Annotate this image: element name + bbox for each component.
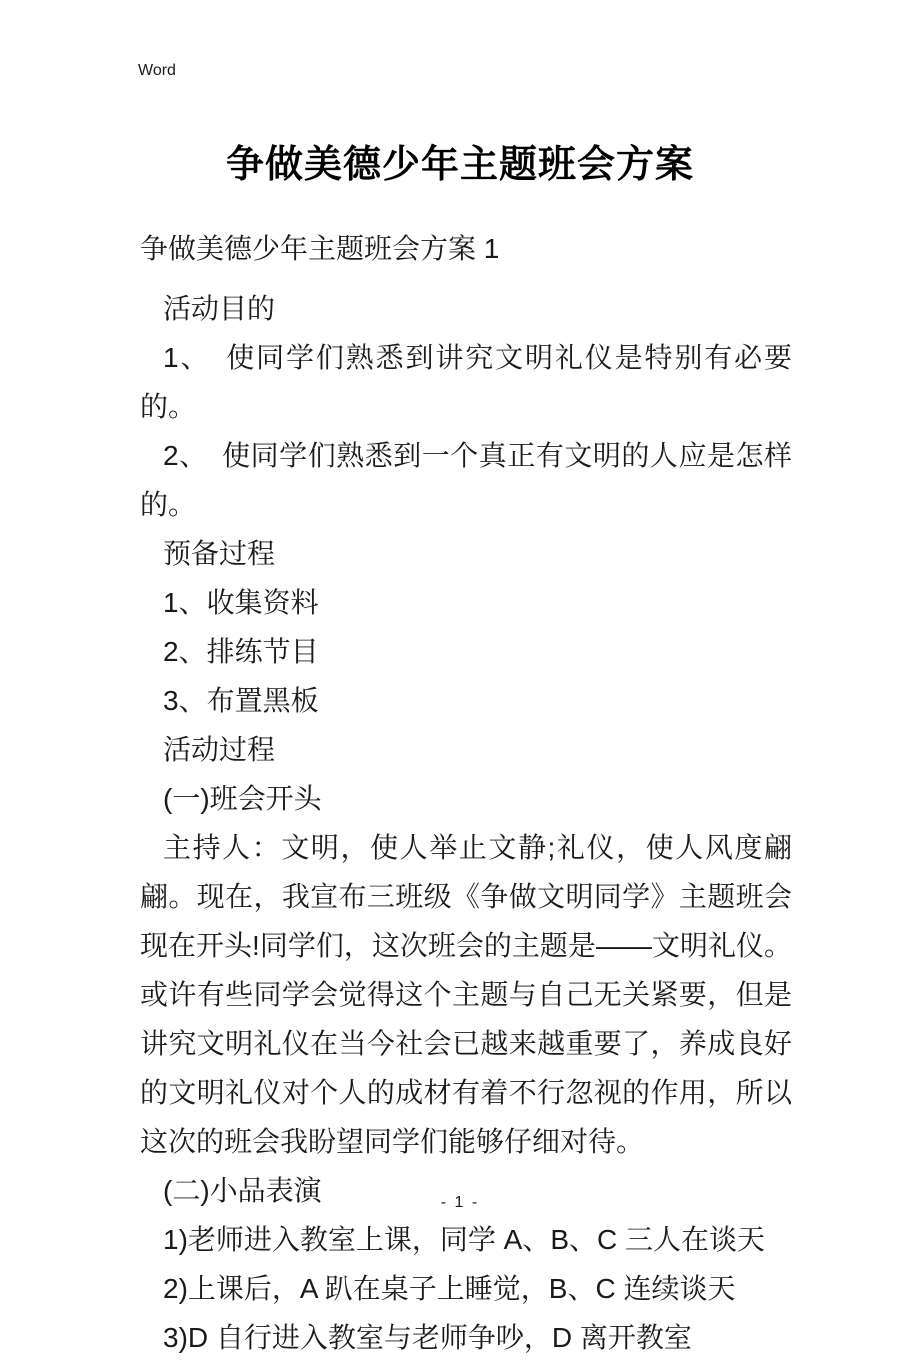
app-label: Word xyxy=(138,62,176,79)
paragraph-heading: 争做美德少年主题班会方案 1 xyxy=(140,233,500,264)
paragraph-list-item: 1)老师进入教室上课，同学 A、B、C 三人在谈天 xyxy=(163,1224,766,1255)
paragraph-list-item: 3)D 自行进入教室与老师争吵，D 离开教室 xyxy=(163,1322,692,1353)
paragraph-list-item: 1、收集资料 xyxy=(163,587,319,618)
paragraph-list-item: 2、排练节目 xyxy=(163,636,319,667)
page-number: - 1 - xyxy=(440,1194,480,1211)
paragraph-list-item: 1、 使同学们熟悉到讲究文明礼仪是特别有必要的。 xyxy=(140,342,792,422)
paragraph-section-title: 活动过程 xyxy=(163,734,276,765)
paragraph-list-item: 2)上课后，A 趴在桌子上睡觉，B、C 连续谈天 xyxy=(163,1273,736,1304)
document-body xyxy=(140,224,792,1362)
paragraph-list-item: 2、 使同学们熟悉到一个真正有文明的人应是怎样的。 xyxy=(140,440,792,520)
document-title: 争做美德少年主题班会方案 xyxy=(225,144,694,186)
paragraph-section-title: 预备过程 xyxy=(163,538,276,569)
paragraph-list-item: 3、布置黑板 xyxy=(163,685,319,716)
paragraph-section-title: 活动目的 xyxy=(163,293,276,324)
paragraph-subsection-title: (一)班会开头 xyxy=(163,783,322,814)
paragraph-body-text: 主持人：文明，使人举止文静;礼仪，使人风度翩翩。现在，我宣布三班级《争做文明同学》主题班会现在开头!同学们，这次班会的主题是——文明礼仪。或许有些同学会觉得这个主题与自己无关紧要，但是讲究文明礼仪在当今社会已越来越重要了，养成良好的文明礼仪对个人的成材有着不行忽视的作用，所以这次的班会我盼望同学们能够仔细对待。 xyxy=(140,832,792,1157)
paragraph-subsection-title: (二)小品表演 xyxy=(163,1175,322,1206)
